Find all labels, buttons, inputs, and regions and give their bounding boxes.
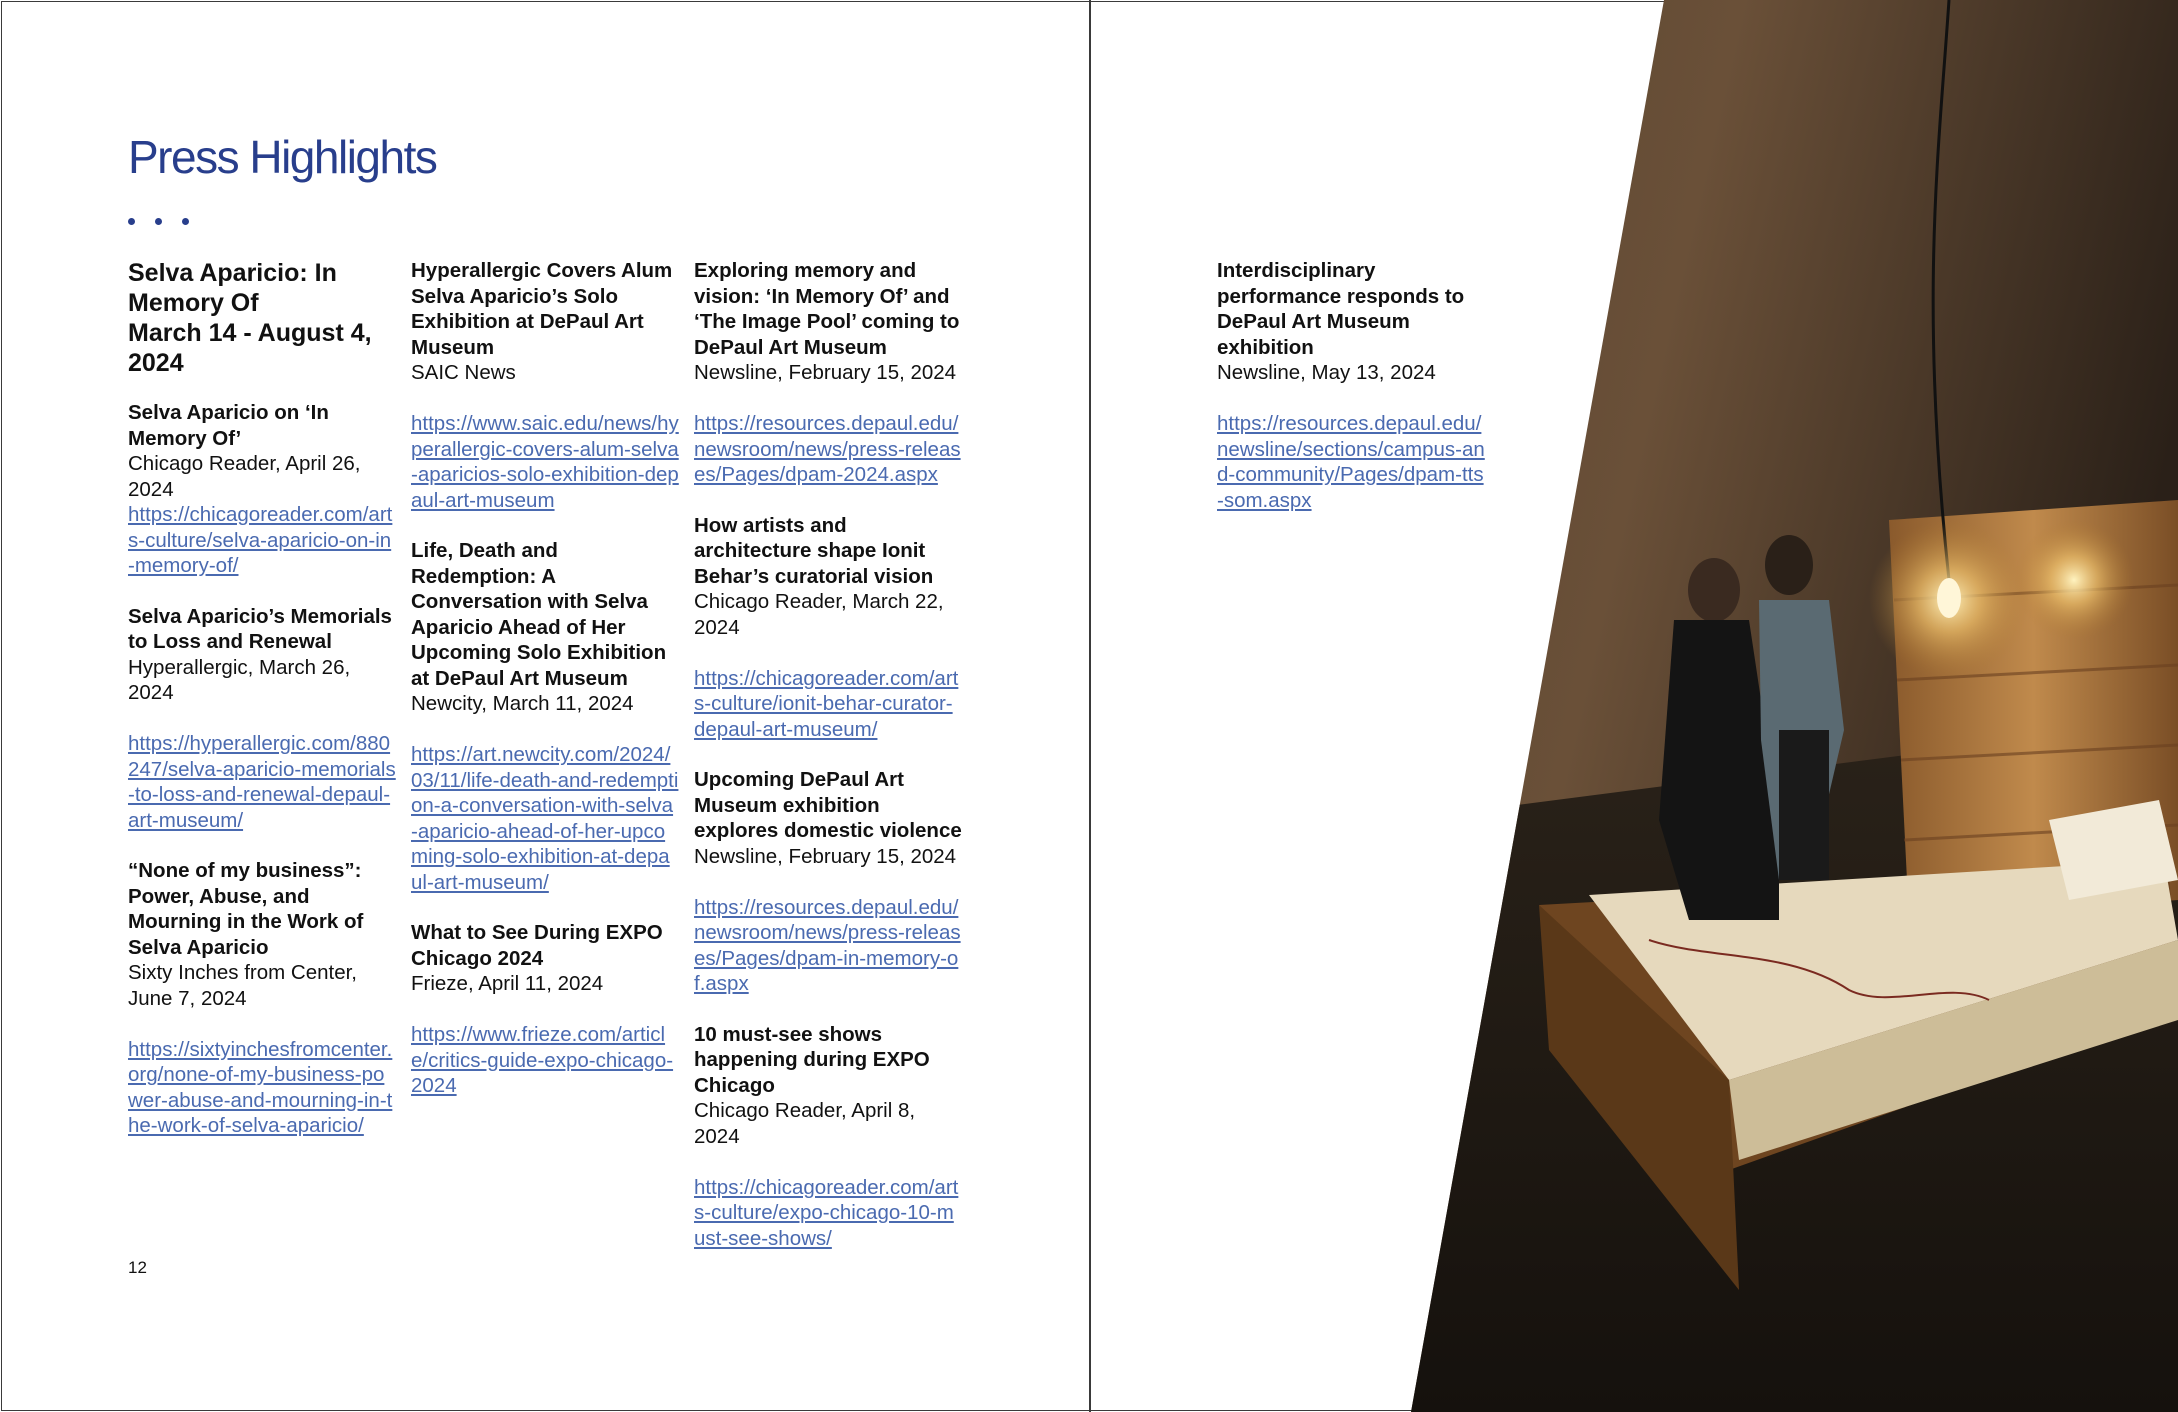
column-2	[411, 258, 679, 1124]
exhibition-heading	[128, 258, 396, 378]
article-link[interactable]: https://art.newcity.com/2024/03/11/life-death-and-redemption-a-conversation-with-selva-aparicio-ahead-of-her-upcoming-solo-exhibition-at-depaul-art-museum/	[411, 743, 679, 894]
article-headline: Selva Aparicio’s Memorials to Loss and Renewal	[128, 604, 392, 653]
press-entry	[694, 1022, 962, 1252]
article-source: Chicago Reader, April 26, 2024	[128, 452, 361, 501]
article-headline: Exploring memory and vision: ‘In Memory Of’ and ‘The Image Pool’ coming to DePaul Art Museum	[694, 259, 960, 359]
article-source: Newcity, March 11, 2024	[411, 692, 634, 715]
article-headline: “None of my business”: Power, Abuse, and Mourning in the Work of Selva Aparicio	[128, 859, 364, 959]
spine-divider	[1089, 0, 1091, 1412]
exhibition-photo	[1089, 0, 2178, 1412]
article-headline: Interdisciplinary performance responds to DePaul Art Museum exhibition	[1217, 259, 1465, 359]
article-link[interactable]: https://www.frieze.com/article/critics-guide-expo-chicago-2024	[411, 1023, 674, 1097]
article-headline: Upcoming DePaul Art Museum exhibition explores domestic violence	[694, 768, 962, 842]
article-link[interactable]: https://hyperallergic.com/880247/selva-aparicio-memorials-to-loss-and-renewal-depaul-art-museum/	[128, 732, 396, 832]
press-entry	[411, 538, 679, 895]
column-1	[128, 258, 396, 1164]
article-link[interactable]: https://sixtyinchesfromcenter.org/none-of-my-business-power-abuse-and-mourning-in-the-work-of-selva-aparicio/	[128, 1037, 393, 1137]
article-link[interactable]: https://chicagoreader.com/arts-culture/expo-chicago-10-must-see-shows/	[694, 1175, 959, 1250]
exhibition-dates: March 14 - August 4, 2024	[128, 319, 372, 377]
article-headline: What to See During EXPO Chicago 2024	[411, 921, 663, 970]
press-entry	[411, 920, 679, 1099]
press-entry	[694, 767, 962, 997]
article-link[interactable]: https://www.saic.edu/news/hyperallergic-covers-alum-selva-aparicios-solo-exhibition-depaul-art-museum	[411, 412, 679, 512]
article-source: Newsline, May 13, 2024	[1217, 361, 1436, 384]
press-entry	[694, 513, 962, 743]
article-link[interactable]: https://resources.depaul.edu/newsroom/news/press-releases/Pages/dpam-in-memory-of.aspx	[694, 895, 961, 995]
article-headline: 10 must-see shows happening during EXPO Chicago	[694, 1022, 930, 1097]
article-source: Newsline, February 15, 2024	[694, 844, 957, 868]
article-source: SAIC News	[411, 361, 516, 384]
article-source: Hyperallergic, March 26, 2024	[128, 655, 351, 704]
decorative-dots	[128, 218, 189, 225]
article-source: Chicago Reader, March 22, 2024	[694, 590, 944, 639]
press-entry	[411, 258, 679, 513]
article-source: Sixty Inches from Center, June 7, 2024	[128, 961, 358, 1010]
article-link[interactable]: https://chicagoreader.com/arts-culture/ionit-behar-curator-depaul-art-museum/	[694, 666, 959, 741]
article-link[interactable]: https://chicagoreader.com/arts-culture/selva-aparicio-on-in-memory-of/	[128, 503, 393, 577]
article-link[interactable]: https://resources.depaul.edu/newsroom/news/press-releases/Pages/dpam-2024.aspx	[694, 412, 961, 486]
article-source: Chicago Reader, April 8, 2024	[694, 1099, 916, 1148]
article-source: Newsline, February 15, 2024	[694, 361, 957, 384]
article-headline: How artists and architecture shape Ionit Behar’s curatorial vision	[694, 513, 934, 588]
press-entry	[128, 604, 396, 834]
exhibition-title: Selva Aparicio: In Memory Of	[128, 259, 337, 317]
press-entry	[128, 858, 396, 1139]
article-headline: Hyperallergic Covers Alum Selva Aparicio’s Solo Exhibition at DePaul Art Museum	[411, 259, 673, 359]
article-link[interactable]: https://resources.depaul.edu/newsline/sections/campus-and-community/Pages/dpam-tts-som.aspx	[1217, 412, 1485, 512]
page-title: Press Highlights	[128, 131, 437, 183]
page-number: 12	[128, 1258, 147, 1277]
article-headline: Life, Death and Redemption: A Conversation with Selva Aparicio Ahead of Her Upcoming Solo Exhibition at DePaul Art Museum	[411, 539, 667, 690]
press-entry	[694, 258, 962, 488]
article-source: Frieze, April 11, 2024	[411, 972, 604, 995]
press-entry	[128, 400, 396, 579]
article-headline: Selva Aparicio on ‘In Memory Of’	[128, 401, 329, 450]
column-3	[694, 258, 962, 1276]
